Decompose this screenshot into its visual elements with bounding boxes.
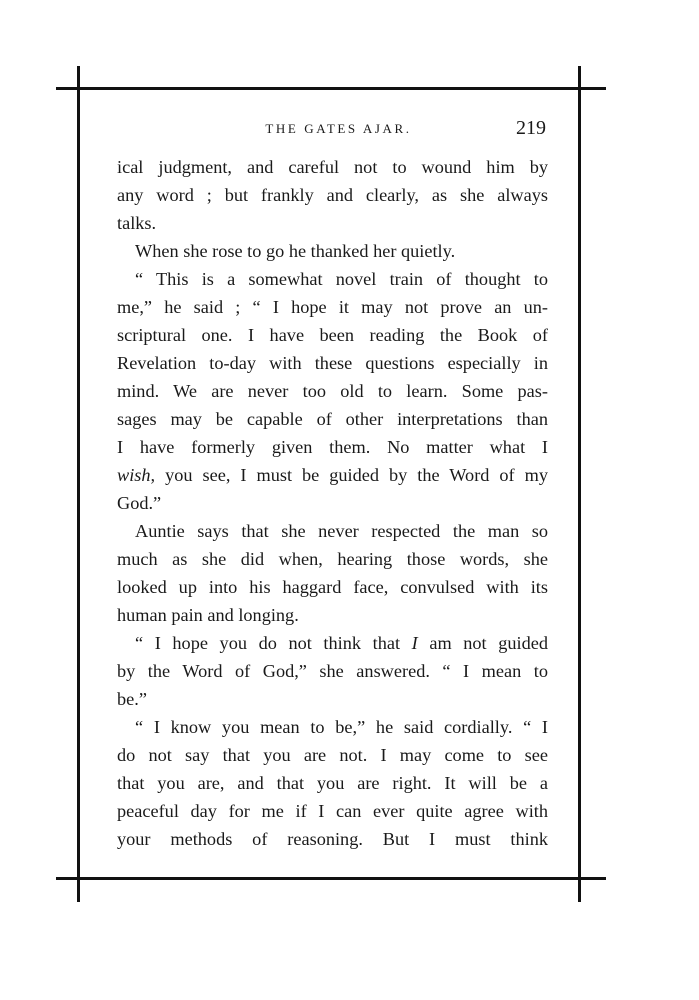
text-line: peaceful day for me if I can ever quite agree with — [117, 801, 548, 821]
text-segment: “ I hope you do not think that — [135, 633, 412, 653]
text-line: that you are, and that you are right. It will be a — [117, 773, 548, 793]
text-line: scriptural one. I have been reading the Book of — [117, 325, 548, 345]
text-line: “ This is a somewhat novel train of thought to — [135, 269, 548, 289]
text-line: by the Word of God,” she answered. “ I mean to — [117, 661, 548, 681]
text-line — [117, 461, 548, 489]
text-line: sages may be capable of other interpretations than — [117, 409, 548, 429]
italic-emphasis: I — [411, 633, 418, 653]
left-border-rule — [77, 66, 80, 902]
text-line: God.” — [117, 493, 162, 513]
text-line: talks. — [117, 213, 157, 233]
running-head — [117, 117, 548, 141]
bottom-border-rule — [56, 877, 606, 880]
text-line: any word ; but frankly and clearly, as she always — [117, 185, 548, 205]
text-line: human pain and longing. — [117, 605, 299, 625]
right-border-rule — [578, 66, 581, 902]
text-line: ical judgment, and careful not to wound him by — [117, 157, 548, 177]
text-line — [117, 629, 548, 657]
running-title: THE GATES AJAR. — [265, 121, 412, 136]
text-line: Revelation to-day with these questions especially in — [117, 353, 548, 373]
top-border-rule — [56, 87, 606, 90]
page-number: 219 — [516, 117, 546, 139]
text-line: much as she did when, hearing those words, she — [117, 549, 548, 569]
text-line: Auntie says that she never respected the man so — [135, 521, 548, 541]
text-line: do not say that you are not. I may come to see — [117, 745, 548, 765]
text-segment: you see, I must be guided by the Word of my — [155, 465, 548, 485]
text-line: “ I know you mean to be,” he said cordially. “ I — [135, 717, 548, 737]
text-line: I have formerly given them. No matter what I — [117, 437, 548, 457]
text-segment: am not guided — [417, 633, 548, 653]
text-line: be.” — [117, 689, 147, 709]
text-line: When she rose to go he thanked her quietly. — [135, 241, 456, 261]
italic-emphasis: wish, — [117, 465, 156, 485]
text-line: me,” he said ; “ I hope it may not prove an un- — [117, 297, 548, 317]
text-line: mind. We are never too old to learn. Some pas- — [117, 381, 548, 401]
text-line: your methods of reasoning. But I must think — [117, 829, 548, 849]
text-line: looked up into his haggard face, convulsed with its — [117, 577, 548, 597]
